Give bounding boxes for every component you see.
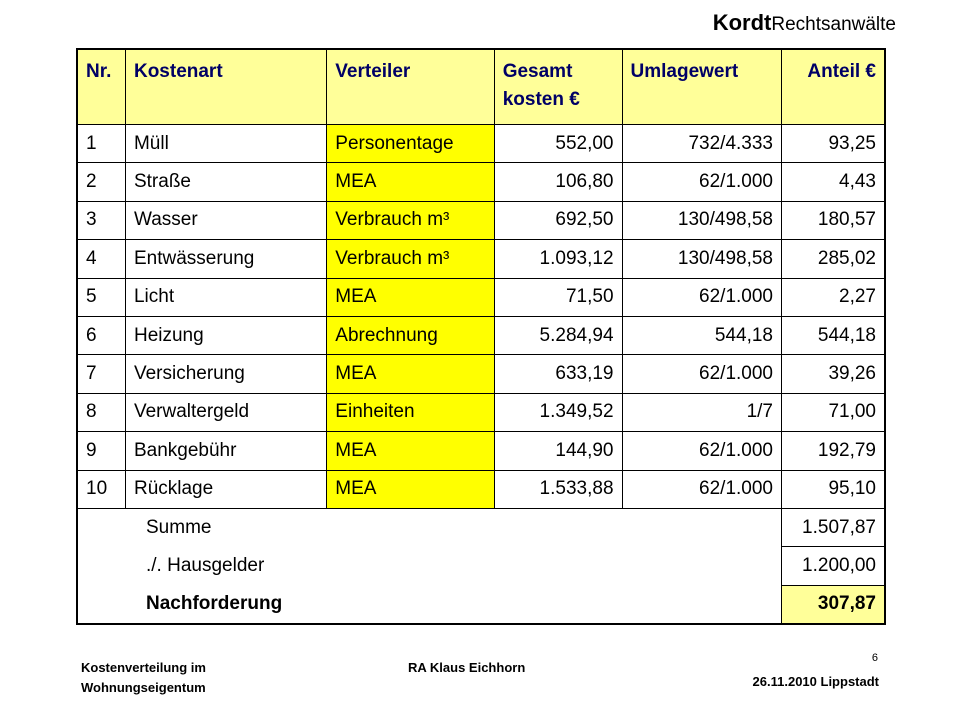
cell-gesamtkosten: 106,80 [494,163,622,201]
header-gesamt-line2: kosten € [502,89,580,110]
page-number: 6 [871,652,878,664]
header-nr: Nr. [77,49,125,125]
cell-kostenart: Versicherung [125,355,326,393]
summary-label: ./. Hausgelder [146,554,265,576]
cell-verteiler: Personentage [327,125,494,163]
cell-gesamtkosten: 552,00 [494,125,622,163]
summary-row-summe [77,508,885,546]
cell-gesamtkosten: 5.284,94 [494,316,622,354]
cell-kostenart: Entwässerung [125,240,326,278]
cell-nr: 10 [77,470,125,508]
cell-nr: 5 [77,278,125,316]
cell-umlagewert: 62/1.000 [622,470,781,508]
table-row [77,470,885,508]
cell-gesamtkosten: 71,50 [494,278,622,316]
cell-gesamtkosten: 1.093,12 [494,240,622,278]
footer-topic [81,658,206,698]
brand-logo [713,10,896,36]
footer-author: RA Klaus Eichhorn [408,660,526,675]
cell-umlagewert: 62/1.000 [622,432,781,470]
cell-verteiler: MEA [327,163,494,201]
table-row [77,278,885,316]
cell-umlagewert: 130/498,58 [622,201,781,239]
summary-row-nachforderung [77,585,885,623]
table-row [77,240,885,278]
cell-kostenart: Bankgebühr [125,432,326,470]
cell-anteil: 4,43 [782,163,886,201]
header-gesamtkosten [494,49,622,125]
header-umlagewert: Umlagewert [622,49,781,125]
cell-gesamtkosten: 1.533,88 [494,470,622,508]
table-row [77,432,885,470]
cell-kostenart: Licht [125,278,326,316]
cell-kostenart: Wasser [125,201,326,239]
cell-nr: 8 [77,393,125,431]
cell-anteil: 71,00 [782,393,886,431]
table-row [77,316,885,354]
cost-distribution-table [76,48,886,625]
cell-gesamtkosten: 692,50 [494,201,622,239]
cell-verteiler: Verbrauch m³ [327,201,494,239]
cell-nr: 9 [77,432,125,470]
footer-topic-line1: Kostenverteilung im [81,660,206,675]
summary-label: Summe [146,516,212,538]
cell-verteiler: MEA [327,432,494,470]
cell-umlagewert: 62/1.000 [622,163,781,201]
cell-nr: 3 [77,201,125,239]
cell-nr: 1 [77,125,125,163]
cell-gesamtkosten: 144,90 [494,432,622,470]
brand-name: Kordt [712,10,772,35]
summary-label: Nachforderung [146,592,283,614]
summary-value: 307,87 [782,585,886,623]
summary-value: 1.200,00 [782,547,886,585]
cell-kostenart: Heizung [125,316,326,354]
header-kostenart: Kostenart [125,49,326,125]
cell-anteil: 93,25 [782,125,886,163]
cell-anteil: 192,79 [782,432,886,470]
table-row [77,393,885,431]
footer-topic-line2: Wohnungseigentum [81,680,206,695]
header-verteiler: Verteiler [327,49,494,125]
table-row [77,125,885,163]
table-body [77,125,885,624]
cell-umlagewert: 732/4.333 [622,125,781,163]
cell-verteiler: Einheiten [327,393,494,431]
cell-anteil: 285,02 [782,240,886,278]
cell-kostenart: Straße [125,163,326,201]
cell-nr: 6 [77,316,125,354]
cell-umlagewert: 62/1.000 [622,355,781,393]
cell-anteil: 2,27 [782,278,886,316]
table-row [77,355,885,393]
cell-kostenart: Müll [125,125,326,163]
cell-umlagewert: 1/7 [622,393,781,431]
cell-kostenart: Verwaltergeld [125,393,326,431]
cell-nr: 4 [77,240,125,278]
cell-anteil: 39,26 [782,355,886,393]
summary-value: 1.507,87 [782,508,886,546]
cell-gesamtkosten: 1.349,52 [494,393,622,431]
cell-gesamtkosten: 633,19 [494,355,622,393]
table-row [77,163,885,201]
cell-verteiler: Verbrauch m³ [327,240,494,278]
footer-date-place: 26.11.2010 Lippstadt [752,674,879,689]
header-gesamt-line1: Gesamt [502,61,573,82]
cell-verteiler: MEA [327,355,494,393]
cell-umlagewert: 62/1.000 [622,278,781,316]
brand-suffix: Rechtsanwälte [771,14,896,35]
cell-anteil: 180,57 [782,201,886,239]
cell-anteil: 95,10 [782,470,886,508]
table-row [77,201,885,239]
cell-verteiler: MEA [327,278,494,316]
cell-verteiler: MEA [327,470,494,508]
summary-row-hausgelder [77,547,885,585]
header-anteil: Anteil € [782,49,886,125]
table-header [77,49,885,125]
cell-verteiler: Abrechnung [327,316,494,354]
cell-umlagewert: 130/498,58 [622,240,781,278]
cell-nr: 2 [77,163,125,201]
cell-anteil: 544,18 [782,316,886,354]
cell-kostenart: Rücklage [125,470,326,508]
cell-umlagewert: 544,18 [622,316,781,354]
cell-nr: 7 [77,355,125,393]
